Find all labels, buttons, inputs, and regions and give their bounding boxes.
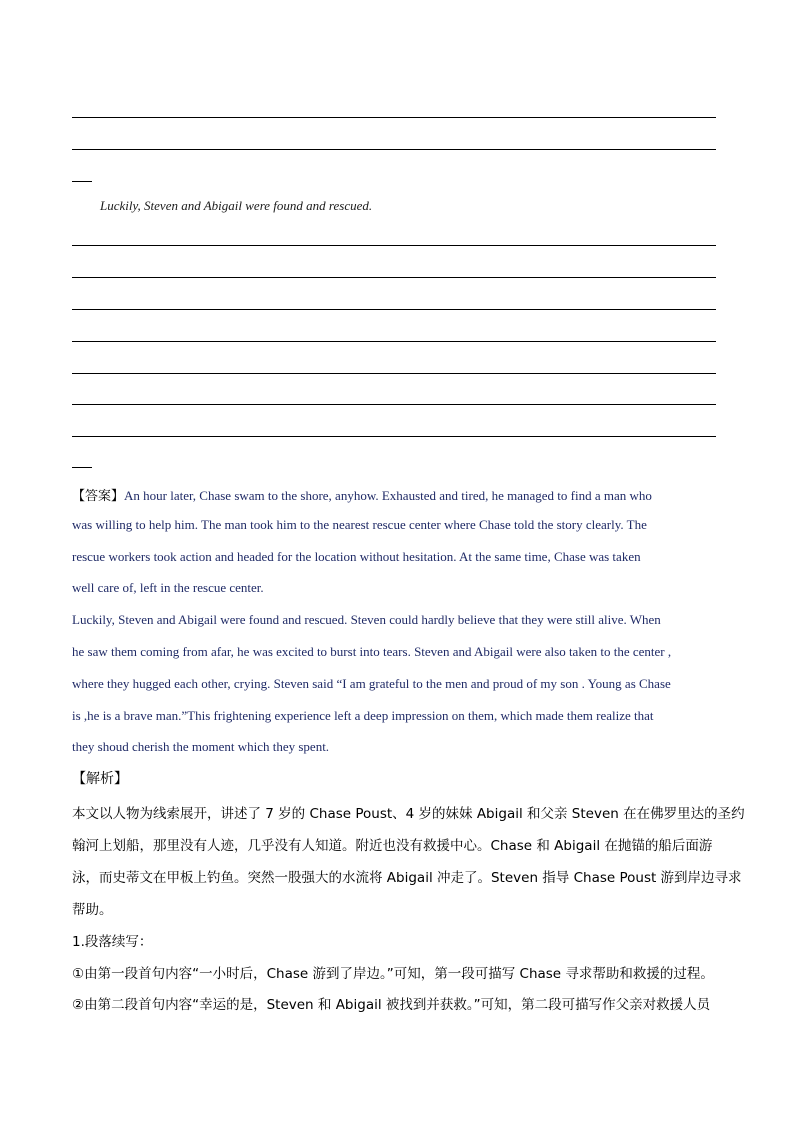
writing-line-end (72, 467, 92, 468)
answer-line: he saw them coming from afar, he was excited to burst into tears. Steven and Abigail were also taken to the center , (72, 644, 672, 659)
answer-line: where they hugged each other, crying. Steven said “I am grateful to the men and proud of my son . Young as Chase (72, 676, 671, 691)
analysis-line: 翰河上划船，那里没有人迹，几乎没有人知道。附近也没有救援中心。Chase 和 Abigail 在抛锚的船后面游 (72, 838, 713, 854)
writing-line (72, 309, 716, 310)
writing-line-end (72, 181, 92, 182)
analysis-line: 帮助。 (72, 902, 113, 918)
answer-line: they shoud cherish the moment which they spent. (72, 739, 330, 754)
answer-line: rescue workers took action and headed for the location without hesitation. At the same time, Chase was taken (72, 549, 641, 564)
analysis-line: 本文以人物为线索展开，讲述了 7 岁的 Chase Poust、4 岁的妹妹 Abigail 和父亲 Steven 在在佛罗里达的圣约 (72, 806, 745, 822)
writing-line (72, 277, 716, 278)
analysis-line: 泳，而史蒂文在甲板上钓鱼。突然一股强大的水流将 Abigail 冲走了。Steven 指导 Chase Poust 游到岸边寻求 (72, 870, 742, 886)
writing-line (72, 341, 716, 342)
answer-line: was willing to help him. The man took him to the nearest rescue center where Chase told the story clearly. The (72, 517, 647, 532)
writing-line (72, 373, 716, 374)
analysis-heading: 【解析】 (72, 771, 128, 787)
answer-tag: 【答案】 (72, 489, 125, 504)
writing-line (72, 245, 716, 246)
answer-line: 【答案】An hour later, Chase swam to the shore, anyhow. Exhausted and tired, he managed to find a man who (72, 488, 652, 504)
answer-line: Luckily, Steven and Abigail were found and rescued. Steven could hardly believe that they were still alive. When (72, 612, 661, 627)
writing-line (72, 149, 716, 150)
analysis-line: ②由第二段首句内容“幸运的是，Steven 和 Abigail 被找到并获救。”可知，第二段可描写作父亲对救援人员 (72, 997, 711, 1013)
writing-line (72, 117, 716, 118)
paragraph2-prompt: Luckily, Steven and Abigail were found and rescued. (100, 198, 373, 213)
writing-line (72, 404, 716, 405)
answer-line: well care of, left in the rescue center. (72, 580, 264, 595)
analysis-subheading: 1.段落续写： (72, 934, 153, 950)
writing-line (72, 436, 716, 437)
analysis-line: ①由第一段首句内容“一小时后，Chase 游到了岸边。”可知，第一段可描写 Chase 寻求帮助和救援的过程。 (72, 966, 714, 982)
answer-line: is ,he is a brave man.”This frightening experience left a deep impression on them, which made them realize that (72, 708, 654, 723)
